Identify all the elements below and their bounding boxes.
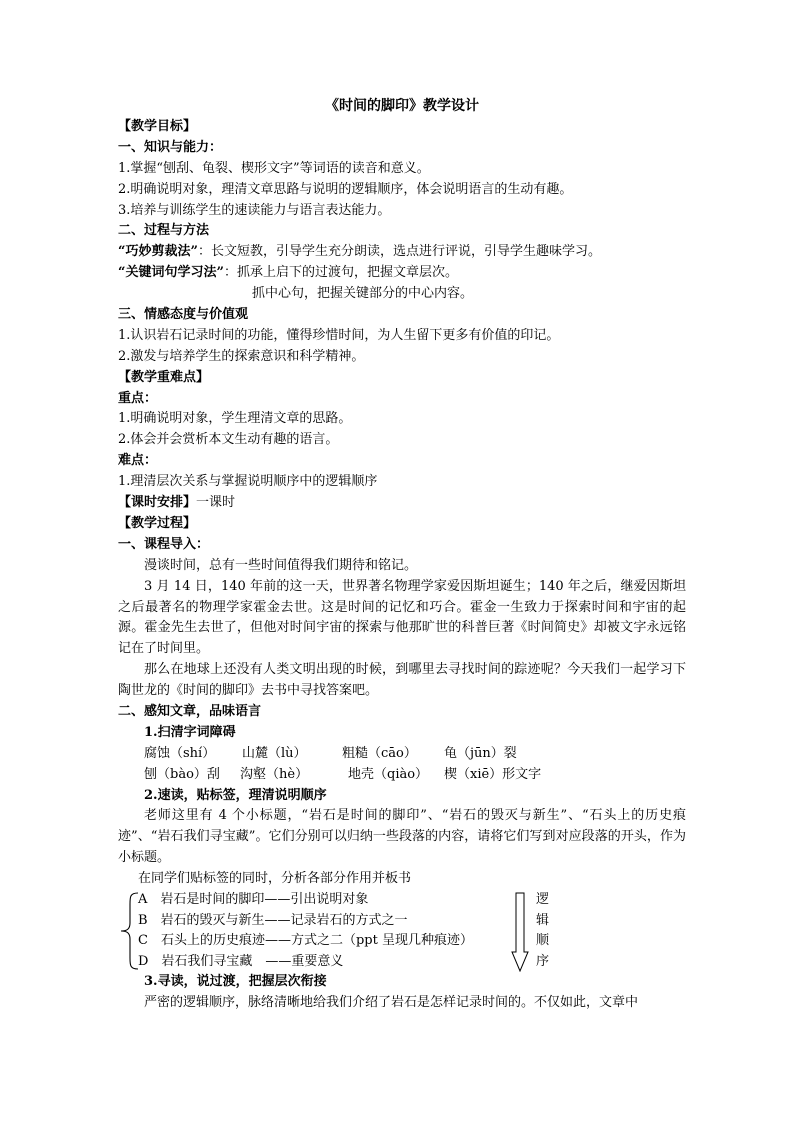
objective-item: 2.明确说明对象，理清文章思路与说明的逻辑顺序，体会说明语言的生动有趣。 xyxy=(118,181,573,197)
intro-heading: 一、课程导入： xyxy=(118,536,210,552)
vocab-word: 地壳（qiào） xyxy=(348,766,429,782)
document-page xyxy=(118,95,686,1014)
step-3-text: 严密的逻辑顺序，脉络清晰地给我们介绍了岩石是怎样记录时间的。不仅如此，文章中 xyxy=(144,994,639,1010)
vocab-word: 粗糙（cāo） xyxy=(342,745,417,761)
board-item: B 岩石的毁灭与新生——记录岩石的方式之一 xyxy=(138,912,408,928)
intro-paragraph: 那么在地球上还没有人类文明出现的时候，到哪里去寻找时间的踪迹呢？今天我们一起学习下陶世龙的《时间的脚印》去书中寻找答案吧。 xyxy=(118,662,686,699)
board-intro: 在同学们贴标签的同时，分析各部分作用并板书 xyxy=(138,871,412,887)
vocab-word: 刨（bào）刮 xyxy=(144,766,220,782)
step-2-paragraph: 老师这里有 4 个小标题，“岩石是时间的脚印”、“岩石的毁灭与新生”、“石头上的历史痕迹”、“岩石我们寻宝藏”。它们分别可以归纳一些段落的内容，请将它们写到对应段落的开头，作为小标题。 xyxy=(118,808,686,866)
objectives-heading: 【教学目标】 xyxy=(118,119,197,134)
method-2-term: “关键词句学习法” xyxy=(118,265,224,281)
vocab-row-1 xyxy=(118,744,686,765)
side-char: 逻 xyxy=(536,892,550,908)
difficulty-item: 1.理清层次关系与掌握说明顺序中的逻辑顺序 xyxy=(118,474,378,490)
method-1-term: “巧妙剪裁法” xyxy=(118,244,198,260)
vocab-word: 楔（xiē）形文字 xyxy=(444,766,542,782)
side-char: 顺 xyxy=(536,933,550,949)
board-item: D 岩石我们寻宝藏 ——重要意义 xyxy=(138,953,344,969)
vocab-word: 山麓（lù） xyxy=(242,745,307,761)
intro-paragraph: 3 月 14 日，140 年前的这一天，世界著名物理学家爱因斯坦诞生；140 年之后，继爱因斯坦之后最著名的物理学家霍金去世。这是时间的记忆和巧合。霍金一生致力于探索时间和宇宙的起源。霍金先生去世了，但他对时间宇宙的探索与他那旷世的科普巨著《时间简史》却被文字永远铭记在了时间里。 xyxy=(118,578,686,657)
vocab-word: 沟壑（hè） xyxy=(240,766,309,782)
process-heading: 【教学过程】 xyxy=(118,515,197,531)
method-1-text: ：长文短教，引导学生充分朗读，选点进行评说，引导学生趣味学习。 xyxy=(197,244,601,260)
key-points-heading: 【教学重难点】 xyxy=(118,369,210,385)
perceive-heading: 二、感知文章，品味语言 xyxy=(118,704,262,720)
step-1-heading: 1.扫清字词障碍 xyxy=(144,724,236,740)
objective-item: 1.掌握“刨刮、龟裂、楔形文字”等词语的读音和意义。 xyxy=(118,160,430,176)
difficulty-label: 难点： xyxy=(118,453,158,469)
key-item: 1.明确说明对象，学生理清文章的思路。 xyxy=(118,411,352,427)
objective-item: 3.培养与训练学生的速读能力与语言表达能力。 xyxy=(118,202,391,218)
down-arrow-icon xyxy=(511,892,529,972)
method-2-continued: 抓中心句，把握关键部分的中心内容。 xyxy=(252,286,474,302)
board-diagram xyxy=(118,890,686,972)
board-item: A 岩石是时间的脚印——引出说明对象 xyxy=(138,892,369,908)
step-2-heading: 2.速读，贴标签，理清说明顺序 xyxy=(144,787,327,803)
method-2 xyxy=(118,263,686,284)
vocab-word: 腐蚀（shí） xyxy=(144,745,216,761)
section-2-heading: 二、过程与方法 xyxy=(118,223,210,239)
side-char: 辑 xyxy=(536,912,550,928)
value-item: 2.激发与培养学生的探索意识和科学精神。 xyxy=(118,348,365,364)
step-3-heading: 3.寻读，说过渡，把握层次衔接 xyxy=(144,974,327,990)
key-label: 重点： xyxy=(118,390,158,406)
side-char: 序 xyxy=(536,953,550,969)
value-item: 1.认识岩石记录时间的功能，懂得珍惜时间，为人生留下更多有价值的印记。 xyxy=(118,327,560,343)
board-item: C 石头上的历史痕迹——方式之二（ppt 呈现几种痕迹） xyxy=(138,933,473,949)
document-title: 《时间的脚印》教学设计 xyxy=(325,98,479,114)
schedule xyxy=(118,493,686,514)
key-item: 2.体会并会赏析本文生动有趣的语言。 xyxy=(118,432,339,448)
vocab-word: 龟（jūn）裂 xyxy=(444,745,517,761)
vocab-row-2 xyxy=(118,765,686,786)
method-1 xyxy=(118,242,686,263)
intro-line: 漫谈时间，总有一些时间值得我们期待和铭记。 xyxy=(144,557,418,573)
method-2-text: ：抓承上启下的过渡句，把握文章层次。 xyxy=(223,265,458,281)
section-1-heading: 一、知识与能力： xyxy=(118,139,223,155)
schedule-text: 一课时 xyxy=(196,495,236,511)
section-3-heading: 三、情感态度与价值观 xyxy=(118,307,249,323)
left-brace-icon xyxy=(118,890,140,972)
schedule-heading: 【课时安排】 xyxy=(118,495,197,511)
board-side-label xyxy=(536,890,552,972)
